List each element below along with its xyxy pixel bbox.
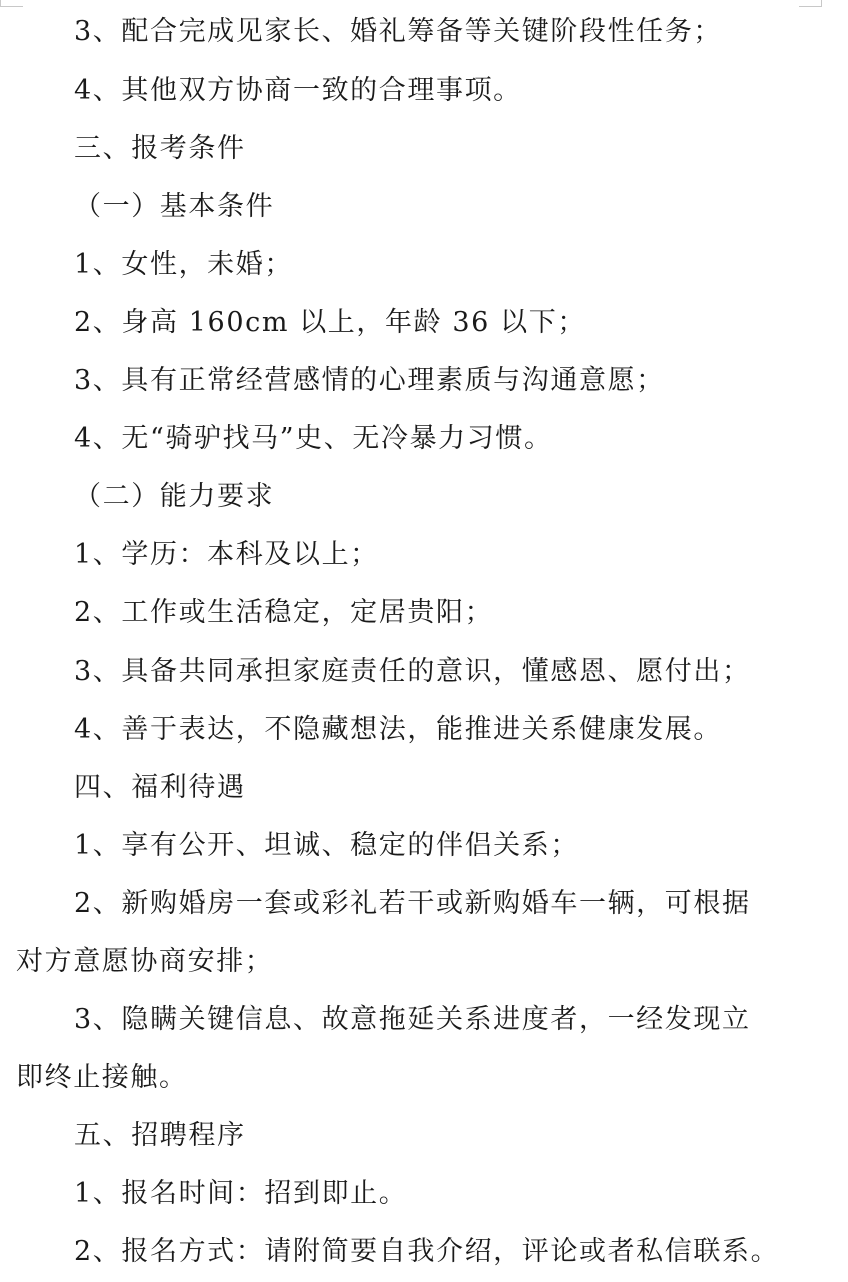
text-line-15: 1、享有公开、坦诚、稳定的伴侣关系； (74, 830, 579, 861)
text-line-1: 3、配合完成见家长、婚礼筹备等关键阶段性任务； (74, 16, 722, 47)
text-line-17-continued: 即终止接触。 (16, 1062, 188, 1093)
text-line-21: 2、报名方式：请附简要自我介绍，评论或者私信联系。 (74, 1236, 780, 1267)
text-line-12: 3、具备共同承担家庭责任的意识，懂感恩、愿付出； (74, 656, 751, 687)
section-heading-procedure: 五、招聘程序 (74, 1120, 246, 1151)
page-corner-mark-left (0, 0, 23, 7)
text-line-2: 4、其他双方协商一致的合理事项。 (74, 75, 522, 106)
text-line-8: 4、无“骑驴找马”史、无冷暴力习惯。 (74, 423, 553, 454)
text-line-17: 3、隐瞒关键信息、故意拖延关系进度者，一经发现立 (74, 1004, 751, 1035)
text-line-10: 1、学历：本科及以上； (74, 539, 379, 570)
subsection-heading-ability: （二）能力要求 (74, 481, 275, 512)
text-line-16-continued: 对方意愿协商安排； (16, 946, 274, 977)
text-line-16: 2、新购婚房一套或彩礼若干或新购婚车一辆，可根据 (74, 888, 751, 919)
text-line-11: 2、工作或生活稳定，定居贵阳； (74, 597, 494, 628)
text-line-7: 3、具有正常经营感情的心理素质与沟通意愿； (74, 365, 665, 396)
section-heading-requirements: 三、报考条件 (74, 133, 246, 164)
text-line-20: 1、报名时间：招到即止。 (74, 1178, 408, 1209)
text-line-5: 1、女性，未婚； (74, 249, 293, 280)
subsection-heading-basic: （一）基本条件 (74, 191, 275, 222)
text-line-6: 2、身高 160cm 以上，年龄 36 以下； (74, 307, 586, 338)
section-heading-benefits: 四、福利待遇 (74, 772, 246, 803)
text-line-13: 4、善于表达，不隐藏想法，能推进关系健康发展。 (74, 714, 722, 745)
